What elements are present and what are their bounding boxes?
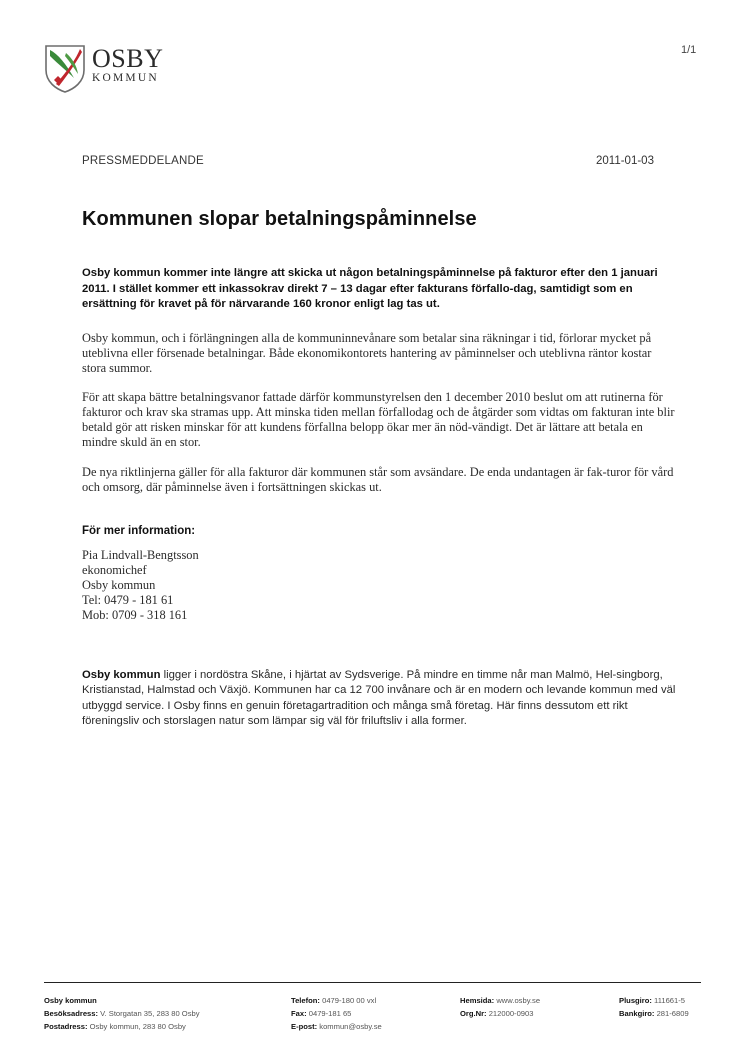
document-type: PRESSMEDDELANDE [82, 155, 204, 167]
footer-contact-column [291, 994, 382, 1033]
contact-organisation: Osby kommun [82, 578, 156, 592]
footer-post-address: Osby kommun, 283 80 Osby [89, 1022, 186, 1031]
footer-plusgiro-label: Plusgiro: [619, 996, 652, 1005]
footer-org-name: Osby kommun [44, 996, 97, 1005]
lead-paragraph: Osby kommun kommer inte längre att skicka ut någon betalningspåminnelse på fakturor efter den 1 januari 2011. I stället kommer ett inkassokrav direkt 7 – 13 dagar efter fakturans förfallo-dag, samtidigt som en ersättning för kravet på för närvarande 160 kronor enligt lag tas ut. [82, 267, 658, 310]
footer-org-number: 212000-0903 [488, 1009, 534, 1018]
footer-visit-label: Besöksadress: [44, 1009, 99, 1018]
footer-bankgiro: 281-6809 [656, 1009, 689, 1018]
contact-phone: Tel: 0479 - 181 61 [82, 593, 174, 607]
footer-address-column [44, 994, 200, 1033]
footer-fax-label: Fax: [291, 1009, 307, 1018]
footer-fax: 0479-181 65 [308, 1009, 352, 1018]
footer-phone: 0479-180 00 vxl [322, 996, 377, 1005]
footer-divider [44, 982, 701, 983]
brand-subtitle: KOMMUN [92, 72, 159, 84]
brand-name: OSBY [92, 44, 164, 73]
page-number: 1/1 [681, 44, 697, 56]
body-paragraph-2: För att skapa bättre betalningsvanor fattade därför kommunstyrelsen den 1 december 2010 beslut om att rutinerna för fakturor och krav ska stramas upp. Att minska tiden mellan förfallodag och de åtgärder som vidtas om fakturan inte blir betald gör att risken minskar för att kundens förfallna belopp ökar mer än nöd-vändigt. Det är lättare att betala en mindre skuld än en stor. [82, 390, 675, 449]
osby-coat-of-arms-icon [44, 44, 86, 94]
about-name: Osby kommun [82, 669, 161, 681]
footer-plusgiro: 111661-5 [654, 996, 686, 1005]
footer-web-label: Hemsida: [460, 996, 495, 1005]
footer-bankgiro-label: Bankgiro: [619, 1009, 655, 1018]
contact-role: ekonomichef [82, 563, 147, 577]
footer-email: kommun@osby.se [319, 1022, 382, 1031]
about-paragraph [82, 668, 682, 729]
contact-heading: För mer information: [82, 525, 196, 537]
footer-org-label: Org.Nr: [460, 1009, 487, 1018]
contact-name: Pia Lindvall-Bengtsson [82, 548, 199, 562]
footer-payment-column [619, 994, 689, 1020]
page-title: Kommunen slopar betalningspåminnelse [82, 208, 477, 230]
footer-post-label: Postadress: [44, 1022, 88, 1031]
footer-phone-label: Telefon: [291, 996, 320, 1005]
contact-mobile: Mob: 0709 - 318 161 [82, 608, 188, 622]
contact-block [82, 548, 199, 623]
osby-logo [44, 44, 174, 94]
footer-email-label: E-post: [291, 1022, 318, 1031]
body-paragraph-3: De nya riktlinjerna gäller för alla fakturor där kommunen står som avsändare. De enda undantagen är fak-turor för vård och omsorg, där påminnelse även i fortsättningen skickas ut. [82, 465, 674, 494]
footer-visit-address: V. Storgatan 35, 283 80 Osby [100, 1009, 200, 1018]
document-date: 2011-01-03 [596, 155, 654, 167]
body-paragraph-1: Osby kommun, och i förlängningen alla de kommuninnevånare som betalar sina räkningar i tid, förlorar mycket på uteblivna eller försenade betalningar. Både ekonomikontorets hantering av påminnelser och uteblivna räntor kostar stora summor. [82, 331, 652, 375]
footer-web-column [460, 994, 540, 1020]
footer-website: www.osby.se [496, 996, 541, 1005]
about-text: ligger i nordöstra Skåne, i hjärtat av Sydsverige. På mindre en timme når man Malmö, Hel-singborg, Kristianstad, Halmstad och Växjö. Kommunen har ca 12 700 invånare och är en modern och levande kommun med väl utbyggd service. I Osby finns en genuin företagartradition och många små företag. Här finns dessutom ett rikt föreningsliv och storslagen natur som lämpar sig väl för friluftsliv i alla former. [82, 669, 676, 727]
